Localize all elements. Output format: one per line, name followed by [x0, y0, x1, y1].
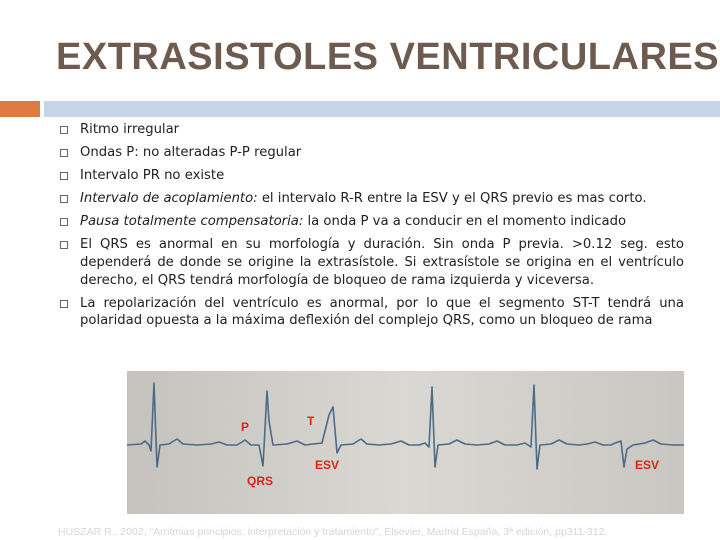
- bullet-item: [60, 295, 684, 330]
- bullet-item: [60, 190, 684, 208]
- ecg-label-esv-2: ESV: [635, 458, 660, 472]
- square-bullet-icon: [60, 300, 68, 308]
- title-accent-bar: [0, 101, 40, 117]
- slide-title: EXTRASISTOLES VENTRICULARES: [56, 36, 720, 78]
- ecg-label-t: T: [307, 414, 315, 428]
- bullet-text: Ritmo irregular: [80, 122, 180, 137]
- bullet-item: [60, 144, 684, 162]
- bullet-label: Pausa totalmente compensatoria:: [80, 214, 304, 230]
- ecg-label-p: P: [241, 420, 250, 434]
- square-bullet-icon: [60, 218, 68, 226]
- title-divider-bar: [44, 101, 720, 117]
- bullet-item: [60, 167, 684, 185]
- footer-citation: HUSZAR R., 2002, “Arritmias principios, interpretación y tratamiento”, Elsevier, Madrid España, 3ª edición, pp311-312.: [58, 526, 608, 538]
- square-bullet-icon: [60, 241, 68, 249]
- ecg-label-esv-1: ESV: [315, 458, 340, 472]
- square-bullet-icon: [60, 195, 68, 203]
- bullet-text: Intervalo PR no existe: [80, 168, 225, 184]
- bullet-label: Intervalo de acoplamiento:: [80, 191, 258, 207]
- bullet-text: el intervalo R-R entre la ESV y el QRS previo es mas corto.: [257, 191, 647, 207]
- ecg-strip-image: [127, 371, 684, 514]
- square-bullet-icon: [60, 172, 68, 180]
- bullet-item: [60, 213, 684, 231]
- bullet-text: Ondas P: no alteradas P-P regular: [80, 145, 302, 161]
- bullet-list: [60, 121, 684, 335]
- bullet-text: la onda P va a conducir en el momento indicado: [303, 214, 627, 230]
- square-bullet-icon: [60, 149, 68, 157]
- bullet-text: La repolarización del ventrículo es anormal, por lo que el segmento ST-T tendrá una polaridad opuesta a la máxima deflexión del complejo QRS, como un bloqueo de rama: [80, 295, 684, 329]
- bullet-item: [60, 236, 684, 289]
- ecg-label-qrs: QRS: [247, 474, 274, 488]
- bullet-item: [60, 121, 684, 139]
- bullet-text: El QRS es anormal en su morfología y duración. Sin onda P previa. >0.12 seg. esto dependerá de donde se origine la extrasístole. Si extrasístole se origina en el ventrículo derecho, el QRS tendrá morfología de bloqueo de rama izquierda y viceversa.: [80, 237, 684, 288]
- square-bullet-icon: [60, 126, 68, 134]
- ecg-strip: [127, 371, 684, 514]
